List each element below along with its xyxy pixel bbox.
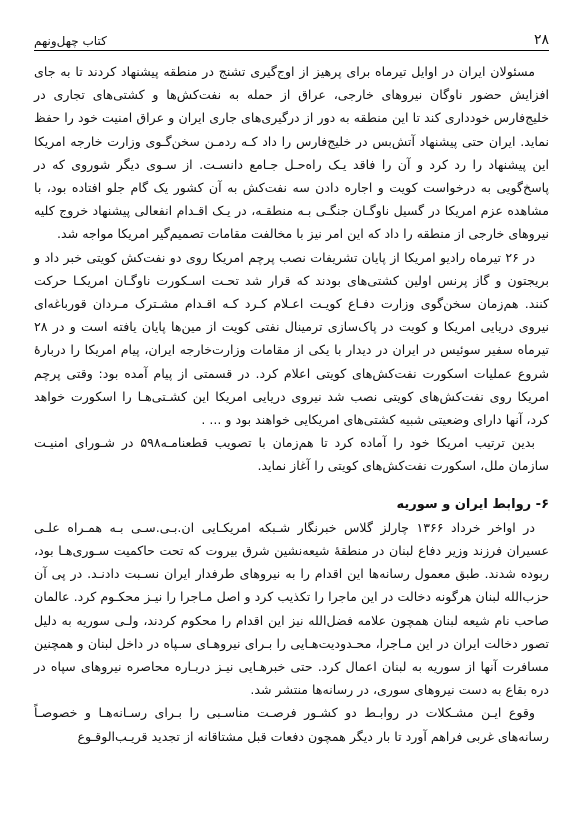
paragraph-3: بدین ترتیب امریکا خود را آماده کرد تا هم‌زمان با تصویب قطعنامـه۵۹۸ در شـورای امنیـت سازمان ملل، اسکورت نفت‌کش‌های کویتی را آغاز نماید. [34,435,549,474]
paragraph-1: مسئولان ایران در اوایل تیرماه برای پرهیز از اوج‌گیری تشنج در منطقه پیشنهاد کردند تا به جای افزایش حضور ناوگان نیروهای خارجی، عراق از حمله به نفت‌کش‌ها و کشتی‌های تجاری در خلیج‌فارس خودداری کند تا این منطقه به دور از درگیری‌های جاری ایران و عراق امنیت خود را حفظ نماید. ایران حتی پیشنهاد آتش‌بس در خلیج‌فارس را داد کـه ردمـن سخن‌گـوی وزارت خارجه امریکا این پیشنهاد را رد کرد و آن را فاقد یـک راه‌حـل جـامع دانسـت. از سـوی دیگر شوروی که در پاسخ‌گویی به درخواست کویت و اجاره دادن سه نفت‌کش به آن کشور یک گام جلو افتاده بود، با مشاهده عزم امریکا در گسیل ناوگـان جنگـی بـه منطقـه، در یـک اقـدام انفعالی پیشنهاد خروج کلیه نیروهای خارجی از منطقه را داد که این امر نیز با مخالفت مقامات تصمیم‌گیر امریکا مواجه شد. [34,64,549,242]
page-header [34,26,549,48]
running-title: کتاب چهل‌ونهم [34,34,107,48]
header-rule [34,50,549,51]
paragraph-5: وقوع ایـن مشـکلات در روابـط دو کشـور فرصـت مناسـبی را بـرای رسـانه‌هـا و خصوصـاً رسانه‌های غربی فراهم آورد تا بار دیگر همچون دفعات قبل مشتاقانه از تجدید قریـب‌الوقـوع [34,705,549,744]
page-number: ۲۸ [533,32,549,48]
paragraph-2: در ۲۶ تیرماه رادیو امریکا از پایان تشریفات نصب پرچم امریکا روی دو نفت‌کش کویتی خبر داد و بریجتون و گاز پرنس اولین کشتی‌های بودند که قرار شد تحـت اسـکورت ناوگـان امریکـا حرکت کنند. هم‌زمان سخن‌گوی وزارت دفـاع کویـت اعـلام کـرد کـه اقـدام مشـترک مـردان قورباغه‌ای نیروی دریایی امریکا و کویت در پاک‌سازی ترمینال نفتی کویت از مین‌ها پایان یافته است و در ۲۸ تیرماه سفیر سوئیس در ایران در دیدار با یکی از مقامات وزارت‌خارجه ایران، پیام امریکا را دربارهٔ شروع عملیات اسکورت نفت‌کش‌های کویتی اعلام کرد. در قسمتی از پیام آمده بود: وقتی پرچم امریکا روی نفت‌کش‌های کویتی نصب شد نیروی دریایی امریکا این کشـتی‌هـا را اسکورت خواهد کرد، آنها دارای وضعیتی شبیه کشتی‌های امریکایی خواهند بود و ... . [34,249,549,428]
paragraph-4: در اواخر خرداد ۱۳۶۶ چارلز گلاس خبرنگار شـبکه امریکـایی ان.بـی.سـی بـه همـراه علـی عسیران فرزند وزیر دفاع لبنان در منطقهٔ شیعه‌نشین شرق بیروت که تحت حاکمیت سـوری‌هـا بود، ربوده شدند. طبق معمول رسانه‌ها این اقدام را به نیروهای طرفدار ایران نسـبت دادنـد. در پی آن حزب‌الله لبنان هرگونه دخالت در این ماجرا را تکذیب کرد و اصل مـاجرا را نیـز محکـوم کرد. عالمان صاحب نام شیعه لبنان همچون علامه فضل‌الله نیز این اقدام را محکوم کردند، ولـی سوریه به دلیل تصور دخالت ایران در این مـاجرا، محـدودیت‌هـایی را بـرای نیروهـای سـپاه در داخل لبنان و همچنین مسافرت آنها از سوریه به لبنان اعمال کرد. حتی خبرهـایی نیـز دربـاره محاصره نیروهای سپاه در دره بقاع به دست نیروهای سوری، در رسانه‌ها منتشر شد. [34,519,549,698]
body-text [34,60,549,748]
section-heading: ۶- روابط ایران و سوریه [396,496,549,512]
